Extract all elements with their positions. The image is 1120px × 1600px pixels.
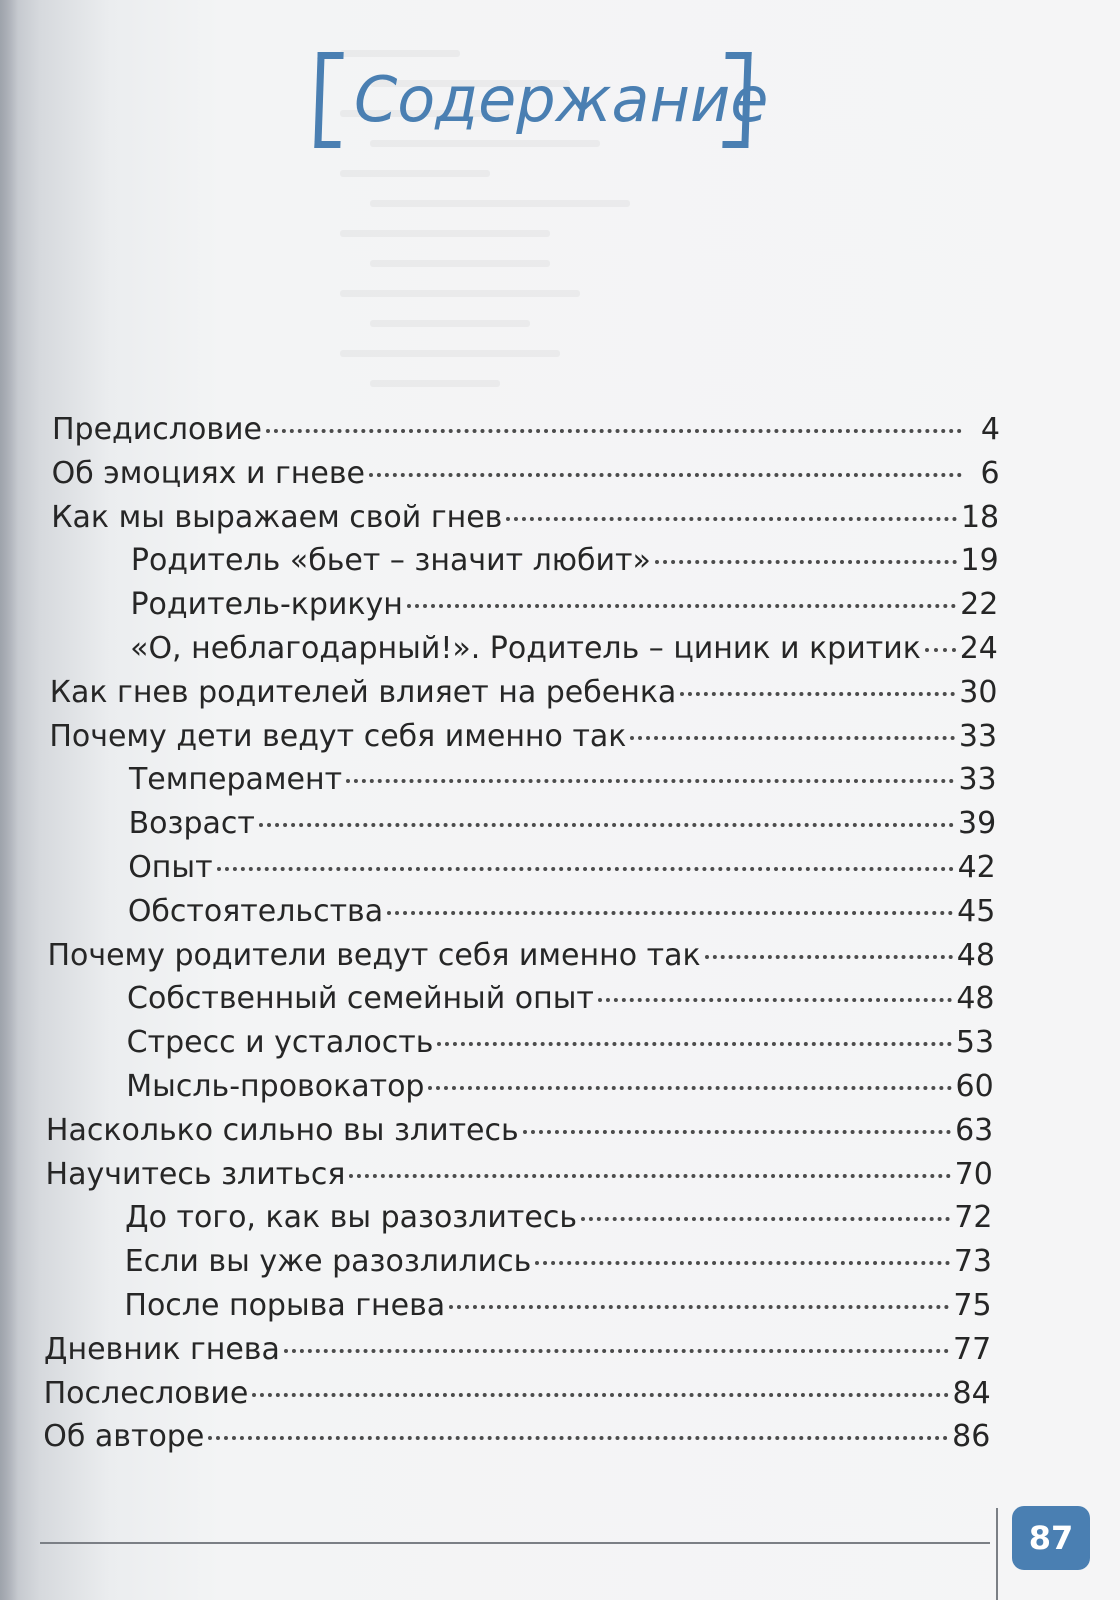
dot-leader bbox=[252, 1393, 948, 1397]
toc-entry bbox=[43, 1415, 990, 1459]
dot-leader bbox=[259, 823, 954, 827]
toc-entry bbox=[46, 1153, 993, 1197]
dot-leader bbox=[449, 1305, 949, 1309]
toc-entry-page: 86 bbox=[952, 1419, 991, 1455]
dot-leader bbox=[428, 1086, 951, 1090]
footer-rule bbox=[40, 1542, 990, 1544]
toc-entry-title: Почему дети ведут себя именно так bbox=[49, 718, 627, 754]
toc-entry bbox=[125, 1196, 992, 1240]
footer-rule-divider bbox=[996, 1508, 998, 1600]
toc-entry-title: Предисловие bbox=[52, 412, 262, 447]
dot-leader bbox=[266, 429, 962, 433]
toc-entry bbox=[127, 1021, 994, 1065]
toc-entry bbox=[130, 627, 998, 671]
dot-leader bbox=[655, 560, 957, 564]
dot-leader bbox=[208, 1436, 948, 1440]
toc-entry-page: 22 bbox=[960, 587, 999, 623]
dot-leader bbox=[581, 1217, 950, 1221]
toc-entry-title: Как гнев родителей влияет на ребенка bbox=[49, 674, 677, 710]
toc-entry-title: Мысль-провокатор bbox=[126, 1069, 425, 1104]
toc-entry-title: До того, как вы разозлитесь bbox=[125, 1200, 578, 1236]
dot-leader bbox=[217, 867, 954, 871]
toc-entry bbox=[49, 715, 997, 759]
toc-entry-page: 60 bbox=[955, 1069, 994, 1104]
dot-leader bbox=[535, 1261, 950, 1265]
toc-entry bbox=[128, 846, 996, 890]
dot-leader bbox=[925, 648, 956, 652]
toc-entry-page: 6 bbox=[980, 455, 1000, 491]
dot-leader bbox=[680, 692, 955, 696]
toc-entry bbox=[47, 934, 995, 978]
dot-leader bbox=[349, 1174, 950, 1178]
toc-entry-page: 75 bbox=[953, 1288, 992, 1323]
toc-entry-title: Стресс и усталость bbox=[126, 1025, 434, 1061]
toc-entry-title: Научитесь злиться bbox=[45, 1156, 346, 1192]
dot-leader bbox=[369, 473, 962, 477]
toc-entry-title: Возраст bbox=[128, 806, 255, 842]
page-title: Содержание bbox=[354, 63, 769, 136]
toc-entry-title: Об эмоциях и гневе bbox=[51, 455, 365, 491]
dot-leader bbox=[284, 1349, 949, 1353]
toc-entry-title: Дневник гнева bbox=[44, 1331, 280, 1367]
dot-leader bbox=[506, 517, 957, 521]
toc-entry bbox=[124, 1284, 991, 1328]
toc-entry-page: 33 bbox=[958, 762, 997, 798]
toc-entry bbox=[44, 1372, 991, 1416]
toc-entry-title: Почему родители ведут себя именно так bbox=[47, 937, 701, 973]
toc-entry-page: 45 bbox=[957, 893, 996, 929]
toc-entry-page: 77 bbox=[952, 1331, 992, 1367]
toc-entry-title: Опыт bbox=[128, 850, 213, 885]
toc-entry-page: 30 bbox=[959, 674, 998, 710]
toc-entry bbox=[51, 496, 999, 540]
toc-entry-page: 42 bbox=[957, 850, 996, 885]
toc-entry-title: Как мы выражаем свой гнев bbox=[51, 499, 503, 535]
toc-entry bbox=[129, 758, 997, 802]
toc-entry-page: 84 bbox=[952, 1375, 991, 1411]
dot-leader bbox=[437, 1042, 951, 1046]
toc-entry bbox=[128, 890, 996, 934]
toc-entry bbox=[125, 1240, 992, 1284]
toc-entry bbox=[44, 1328, 991, 1372]
toc-entry bbox=[129, 802, 997, 846]
toc-entry-page: 48 bbox=[956, 981, 995, 1017]
toc-entry-page: 33 bbox=[958, 718, 998, 754]
toc-entry-title: Родитель-крикун bbox=[130, 587, 403, 623]
toc-entry bbox=[130, 583, 998, 627]
toc-entry bbox=[46, 1109, 993, 1153]
toc-entry-page: 48 bbox=[956, 937, 995, 973]
toc-entry bbox=[52, 452, 1000, 496]
toc-entry-page: 18 bbox=[960, 499, 1000, 535]
toc-entry bbox=[127, 977, 994, 1021]
dot-leader bbox=[705, 955, 953, 959]
toc-entry-page: 19 bbox=[960, 543, 999, 579]
toc-entry-title: После порыва гнева bbox=[124, 1288, 446, 1323]
dot-leader bbox=[346, 779, 954, 783]
page-number-badge: 87 bbox=[1012, 1506, 1090, 1570]
toc-entry-title: «О, неблагодарный!». Родитель – циник и критик bbox=[130, 631, 921, 666]
toc-entry-page: 24 bbox=[959, 631, 998, 666]
dot-leader bbox=[630, 736, 954, 740]
toc-entry bbox=[52, 408, 1000, 452]
toc-entry-page: 63 bbox=[955, 1112, 994, 1148]
toc-entry-title: Послесловие bbox=[43, 1375, 249, 1411]
toc-entry-title: Собственный семейный опыт bbox=[127, 981, 594, 1017]
toc-entry-page: 70 bbox=[954, 1156, 993, 1192]
toc-entry bbox=[126, 1065, 993, 1109]
toc-entry-page: 72 bbox=[954, 1200, 993, 1236]
toc-entry bbox=[50, 671, 998, 715]
toc-entry-title: Насколько сильно вы злитесь bbox=[45, 1112, 519, 1148]
dot-leader bbox=[598, 998, 952, 1002]
toc-entry-title: Родитель «бьет – значит любит» bbox=[130, 543, 651, 579]
toc-entry bbox=[131, 539, 999, 583]
toc-entry-title: Обстоятельства bbox=[127, 893, 384, 929]
toc-entry-title: Темперамент bbox=[128, 762, 343, 798]
toc-entry-title: Если вы уже разозлились bbox=[124, 1244, 532, 1280]
toc-entry-page: 4 bbox=[980, 412, 1000, 447]
dot-leader bbox=[523, 1130, 951, 1134]
toc-entry-page: 53 bbox=[955, 1025, 995, 1061]
dot-leader bbox=[387, 911, 953, 915]
dot-leader bbox=[407, 604, 956, 608]
toc-entry-page: 73 bbox=[953, 1244, 992, 1280]
toc-entry-page: 39 bbox=[958, 806, 997, 842]
toc-entry-title: Об авторе bbox=[43, 1419, 205, 1455]
